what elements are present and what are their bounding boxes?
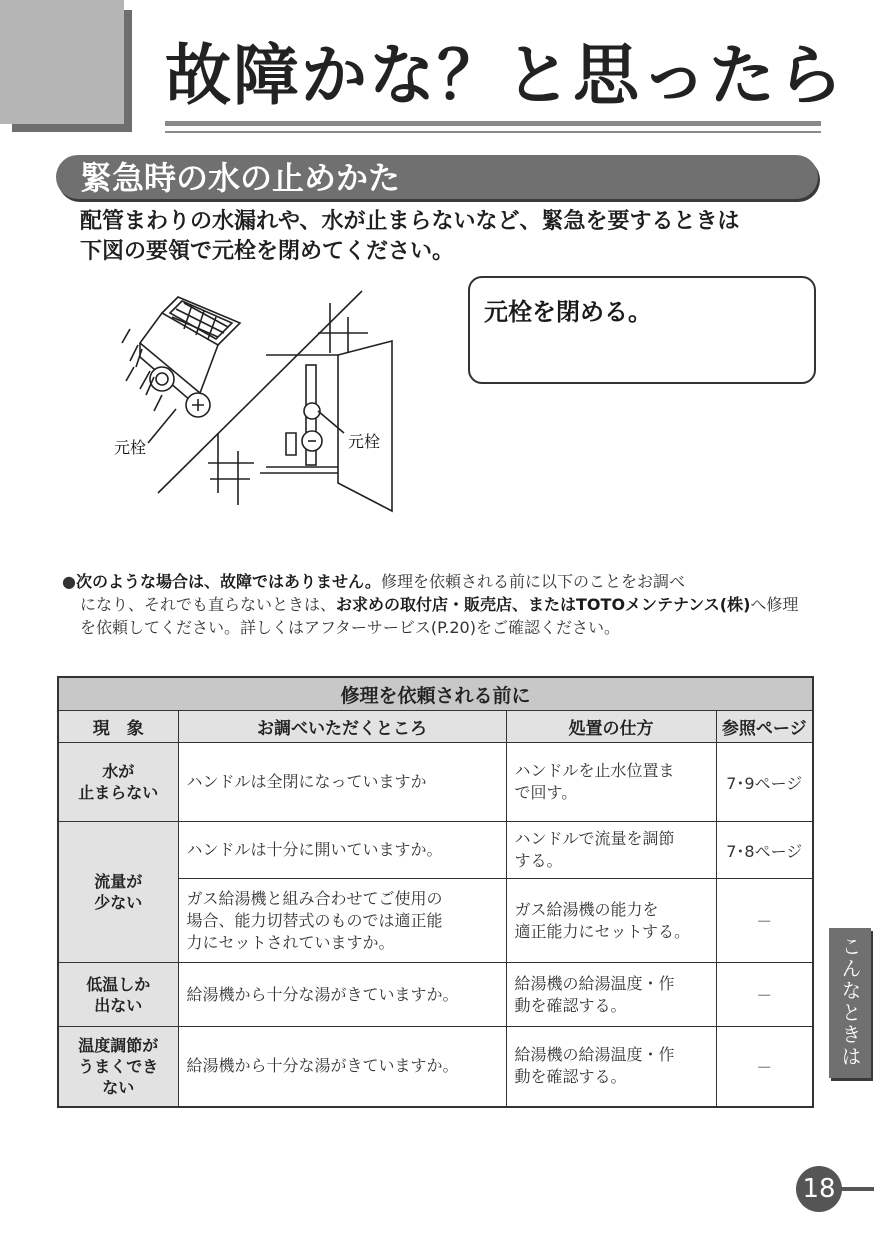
ref-cell: － — [716, 1027, 813, 1107]
ref-cell: 7･8ページ — [716, 822, 813, 879]
table-row — [58, 1027, 813, 1107]
page-number-rule — [840, 1187, 874, 1191]
note-indent — [62, 593, 814, 639]
check-cell: ハンドルは十分に開いていますか。 — [178, 822, 506, 879]
check-cell: ガス給湯機と組み合わせてご使用の 場合、能力切替式のものでは適正能 力にセットされていますか。 — [178, 879, 506, 963]
note-text-1: 修理を依頼される前に以下のことをお調べ — [380, 572, 685, 591]
valve-illustration — [100, 283, 410, 523]
label-main-valve-right: 元栓 — [348, 432, 381, 451]
ref-cell: 7･9ページ — [716, 743, 813, 822]
symptom-cell: 低温しか 出ない — [58, 963, 178, 1027]
title-rule-thin — [165, 131, 821, 133]
check-cell: 給湯機から十分な湯がきていますか。 — [178, 1027, 506, 1107]
action-cell: ハンドルを止水位置ま で回す。 — [506, 743, 716, 822]
intro-line-2: 下図の要領で元栓を閉めてください。 — [80, 239, 455, 264]
instruction-text: 元栓を閉める。 — [484, 298, 652, 326]
note-bold-2: お求めの取付店・販売店、またはTOTOメンテナ — [336, 595, 689, 614]
header-ref: 参照ページ — [716, 711, 813, 743]
label-main-valve-left: 元栓 — [114, 438, 147, 457]
note-text-3: へ修理を依頼してください。詳しくはアフターサービス(P.20)をご確認く — [80, 595, 799, 637]
header-tab-block — [0, 0, 124, 124]
note-bold-1: 次のような場合は、故障ではありません。 — [75, 572, 381, 591]
page-number: 18 — [796, 1166, 842, 1212]
title-rule-thick — [165, 121, 821, 126]
page-title: 故障かな？と思ったら — [165, 37, 845, 114]
check-cell: 給湯機から十分な湯がきていますか。 — [178, 963, 506, 1027]
note-text-4: ださい。 — [555, 618, 620, 637]
section-intro — [80, 207, 810, 267]
bullet-icon: ● — [62, 572, 76, 591]
symptom-cell: 温度調節が うまくでき ない — [58, 1027, 178, 1107]
note-text-2: になり、それでも直らないときは、 — [80, 595, 337, 614]
table-caption: 修理を依頼される前に — [58, 677, 813, 711]
header-symptom: 現 象 — [58, 711, 178, 743]
table-row — [58, 822, 813, 879]
section-title: 緊急時の水の止めかた — [80, 159, 401, 197]
header-check: お調べいただくところ — [178, 711, 506, 743]
ref-cell: － — [716, 879, 813, 963]
intro-line-1: 配管まわりの水漏れや、水が止まらないなど、緊急を要するときは — [80, 209, 740, 234]
header-action: 処置の仕方 — [506, 711, 716, 743]
note-paragraph — [62, 570, 814, 639]
action-cell: ガス給湯機の能力を 適正能力にセットする。 — [506, 879, 716, 963]
action-cell: 給湯機の給湯温度・作 動を確認する。 — [506, 963, 716, 1027]
symptom-cell: 流量が 少ない — [58, 822, 178, 963]
side-index-label: こんなときは — [838, 936, 862, 1068]
trouble-table — [57, 676, 814, 1108]
table-row — [58, 743, 813, 822]
action-cell: ハンドルで流量を調節 する。 — [506, 822, 716, 879]
table-row — [58, 963, 813, 1027]
ref-cell: － — [716, 963, 813, 1027]
check-cell: ハンドルは全閉になっていますか — [178, 743, 506, 822]
action-cell: 給湯機の給湯温度・作 動を確認する。 — [506, 1027, 716, 1107]
note-bold-3: ンス(株) — [688, 595, 751, 614]
symptom-cell: 水が 止まらない — [58, 743, 178, 822]
